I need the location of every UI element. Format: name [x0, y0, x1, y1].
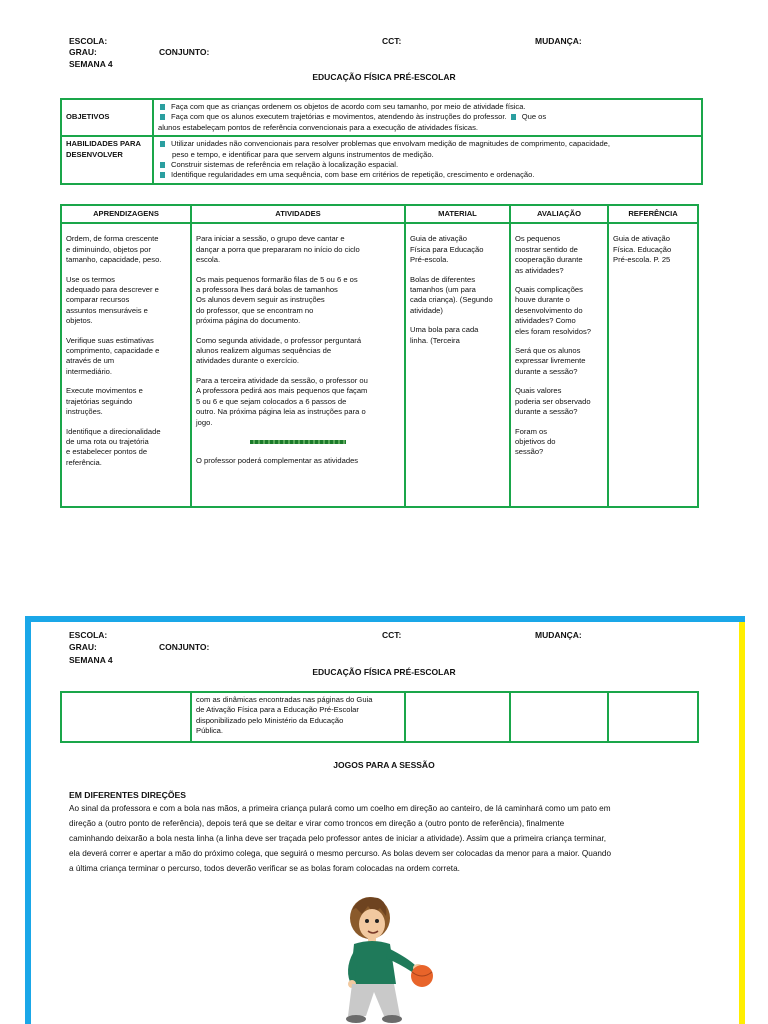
semana-label: SEMANA 4 — [69, 655, 113, 665]
material-text: Uma bola para cada — [410, 325, 479, 335]
atividade-text: outro. Na próxima página leia as instruções para o — [196, 407, 366, 417]
objectives-content-cell — [153, 99, 702, 136]
atividade-text: Como segunda atividade, o professor perguntará — [196, 335, 362, 345]
avaliacao-text: as atividades? — [515, 265, 564, 275]
game-text-line: caminhando deixarão a bola nesta linha (a linha deve ser traçada pelo professor antes de iniciar a atividade). Assim que a primeira criança terminar, — [69, 834, 607, 843]
material-text: linha. (Terceira — [410, 335, 460, 345]
aprendizagem-text: comparar recursos — [66, 295, 130, 305]
bullet-icon — [160, 104, 165, 110]
aprendizagem-text: Identifique a direcionalidade — [66, 426, 161, 436]
games-title: JOGOS PARA A SESSÃO — [333, 760, 435, 770]
aprendizagem-text: Verifique suas estimativas — [66, 335, 154, 345]
conjunto-label: CONJUNTO: — [159, 47, 210, 57]
objective-3-end: alunos estabeleçam pontos de referência convencionais para a execução de atividades físicas. — [158, 122, 478, 132]
header-aprendizagens: APRENDIZAGENS — [61, 205, 191, 223]
page-title: EDUCAÇÃO FÍSICA PRÉ-ESCOLAR — [312, 72, 456, 82]
page-border-top — [25, 616, 745, 622]
material-text: Física para Educação — [410, 244, 484, 254]
decorative-divider — [196, 437, 400, 447]
atividade-text: a professora lhes dará bolas de tamanhos — [196, 285, 338, 295]
material-text: tamanhos (um para — [410, 285, 476, 295]
atividade-text: escola. — [196, 255, 221, 265]
atividade-text: Os alunos devem seguir as instruções — [196, 295, 325, 305]
avaliacao-text: Será que os alunos — [515, 346, 581, 356]
atividade-text: Para a terceira atividade da sessão, o professor ou — [196, 375, 368, 385]
continued-text: disponibilizado pelo Ministério da Educação — [196, 715, 344, 725]
avaliacao-text: atividades? Como — [515, 316, 576, 326]
aprendizagens-cell — [61, 223, 191, 507]
avaliacao-text: Foram os — [515, 426, 548, 436]
aprendizagem-text: tamanho, capacidade, peso. — [66, 255, 162, 265]
cct-label: CCT: — [382, 36, 402, 46]
atividade-text: A professora pedirá aos mais pequenos que façam — [196, 386, 368, 396]
avaliacao-text: sessão? — [515, 447, 544, 457]
aprendizagem-text: e diminuindo, objetos por — [66, 244, 151, 254]
game-text-line: a última criança terminar o percurso, todos deverão verificar se as bolas foram colocadas na ordem correta. — [69, 864, 460, 873]
objective-2: Faça com que os alunos executem trajetórias e movimentos, atendendo às instruções do professor. — [171, 112, 507, 122]
objectives-row — [61, 99, 702, 136]
aprendizagem-text: de uma rota ou trajetória — [66, 436, 149, 446]
avaliacao-text: cooperação durante — [515, 255, 583, 265]
referencia-text: Física. Educação — [613, 244, 672, 254]
aprendizagem-text: referência. — [66, 457, 102, 467]
continued-activity-cell — [191, 692, 405, 742]
header-avaliacao: AVALIAÇÃO — [510, 205, 608, 223]
page-border-left — [25, 616, 31, 1024]
avaliacao-text: durante a sessão? — [515, 407, 578, 417]
skill-3: Identifique regularidades em uma sequência, com base em critérios de repetição, crescimento e ordenação. — [171, 170, 535, 180]
page-title: EDUCAÇÃO FÍSICA PRÉ-ESCOLAR — [312, 667, 456, 677]
lesson-plan-header-row — [61, 205, 698, 223]
atividade-text: jogo. — [196, 417, 213, 427]
aprendizagem-text: objetos. — [66, 316, 93, 326]
skill-1-cont: peso e tempo, e identificar para que servem alguns instrumentos de medição. — [172, 149, 434, 159]
avaliacao-text: desenvolvimento do — [515, 305, 583, 315]
continued-empty-cell — [61, 692, 191, 742]
escola-label: ESCOLA: — [69, 36, 108, 46]
grau-label: GRAU: — [69, 642, 97, 652]
material-text: atividade) — [410, 305, 443, 315]
continued-empty-cell — [405, 692, 510, 742]
avaliacao-text: poderia ser observado — [515, 396, 591, 406]
atividade-text: Os mais pequenos formarão filas de 5 ou 6 e os — [196, 274, 358, 284]
atividade-text: O professor poderá complementar as atividades — [196, 456, 359, 466]
continued-empty-cell — [608, 692, 698, 742]
material-text: Guia de ativação — [410, 234, 467, 244]
continued-table — [60, 691, 699, 743]
aprendizagem-text: trajetórias seguindo — [66, 396, 133, 406]
bullet-icon — [160, 162, 165, 168]
boy-dribbling-ball-illustration — [330, 892, 450, 1024]
bullet-icon — [160, 141, 165, 147]
header-material: MATERIAL — [405, 205, 510, 223]
referencia-cell — [608, 223, 698, 507]
material-text: Pré-escola. — [410, 255, 449, 265]
skills-label-cell — [61, 136, 153, 184]
referencia-text: Guia de ativação — [613, 234, 670, 244]
game-description — [69, 801, 739, 876]
mudanca-label: MUDANÇA: — [535, 630, 582, 640]
cct-label: CCT: — [382, 630, 402, 640]
atividades-cell — [191, 223, 405, 507]
objective-1: Faça com que as crianças ordenem os objetos de acordo com seu tamanho, por meio de atividade física. — [171, 102, 526, 111]
atividade-text: do professor, que se encontram no — [196, 305, 314, 315]
bullet-icon — [511, 114, 516, 120]
aprendizagem-text: Ordem, de forma crescente — [66, 234, 159, 244]
header-referencia: REFERÊNCIA — [608, 205, 698, 223]
aprendizagem-text: intermediário. — [66, 366, 113, 376]
material-cell — [405, 223, 510, 507]
lesson-plan-body-row — [61, 223, 698, 507]
skills-content-cell — [153, 136, 702, 184]
atividade-text: dançar a porra que prepararam no início do ciclo — [196, 244, 360, 254]
atividade-text: atividades durante o exercício. — [196, 356, 299, 366]
aprendizagem-text: Use os termos — [66, 274, 115, 284]
aprendizagem-text: instruções. — [66, 407, 103, 417]
atividade-text: Para iniciar a sessão, o grupo deve cantar e — [196, 234, 345, 244]
atividade-text: próxima página do documento. — [196, 316, 301, 326]
continued-row — [61, 692, 698, 742]
atividade-text: alunos realizem algumas sequências de — [196, 346, 332, 356]
lesson-plan-table — [60, 204, 699, 508]
aprendizagem-text: assuntos mensuráveis e — [66, 305, 148, 315]
mudanca-label: MUDANÇA: — [535, 36, 582, 46]
material-text: Bolas de diferentes — [410, 274, 476, 284]
continued-empty-cell — [510, 692, 608, 742]
continued-text: com as dinâmicas encontradas nas páginas do Guia — [196, 695, 373, 704]
aprendizagem-text: adequado para descrever e — [66, 285, 159, 295]
objectives-table — [60, 98, 703, 185]
continued-text: de Ativação Física para a Educação Pré-Escolar — [196, 705, 359, 715]
grau-label: GRAU: — [69, 47, 97, 57]
atividade-text: 5 ou 6 e que sejam colocados a 6 passos de — [196, 396, 347, 406]
game-name: EM DIFERENTES DIREÇÕES — [69, 790, 186, 800]
avaliacao-text: Os pequenos — [515, 234, 561, 244]
skill-1: Utilizar unidades não convencionais para resolver problemas que envolvam medição de magnitudes de comprimento, capacidade, — [171, 139, 610, 149]
aprendizagem-text: e estabelecer pontos de — [66, 447, 148, 457]
continued-text: Pública. — [196, 726, 224, 736]
semana-label: SEMANA 4 — [69, 59, 113, 69]
escola-label: ESCOLA: — [69, 630, 108, 640]
bullet-icon — [160, 172, 165, 178]
aprendizagem-text: comprimento, capacidade e — [66, 346, 160, 356]
skill-2: Construir sistemas de referência em relação à localização espacial. — [171, 160, 399, 170]
avaliacao-cell — [510, 223, 608, 507]
skills-row — [61, 136, 702, 184]
game-text-line: ela deverá correr e apertar a mão do próximo colega, que seguirá o mesmo percurso. As bolas devem ser colocadas da menor para a maior. Quando — [69, 849, 612, 858]
avaliacao-text: expressar livremente — [515, 356, 586, 366]
game-text-line: Ao sinal da professora e com a bola nas mãos, a primeira criança pulará como um coelho em direção ao canteiro, de lá caminhará como um pato em — [69, 804, 611, 813]
aprendizagem-text: através de um — [66, 356, 115, 366]
objective-3-start: Que os — [521, 112, 547, 122]
objectives-label-cell — [61, 99, 153, 136]
referencia-text: Pré-escola. P. 25 — [613, 255, 671, 265]
avaliacao-text: Quais complicações — [515, 285, 583, 295]
page-border-right — [739, 622, 745, 1024]
header-atividades: ATIVIDADES — [191, 205, 405, 223]
avaliacao-text: mostrar sentido de — [515, 244, 578, 254]
avaliacao-text: durante a sessão? — [515, 366, 578, 376]
conjunto-label: CONJUNTO: — [159, 642, 210, 652]
skills-label-2: DESENVOLVER — [66, 149, 123, 159]
game-text-line: direção a (outro ponto de referência), depois terá que se deitar e virar como troncos em direção a (outro ponto de referência), finalmente — [69, 819, 565, 828]
avaliacao-text: Quais valores — [515, 386, 562, 396]
aprendizagem-text: Execute movimentos e — [66, 386, 143, 396]
skills-label-1: HABILIDADES PARA — [66, 139, 141, 149]
avaliacao-text: eles foram resolvidos? — [515, 326, 591, 336]
bullet-icon — [160, 114, 165, 120]
material-text: cada criança). (Segundo — [410, 295, 493, 305]
objectives-label: OBJETIVOS — [66, 112, 110, 122]
avaliacao-text: objetivos do — [515, 436, 556, 446]
avaliacao-text: houve durante o — [515, 295, 570, 305]
